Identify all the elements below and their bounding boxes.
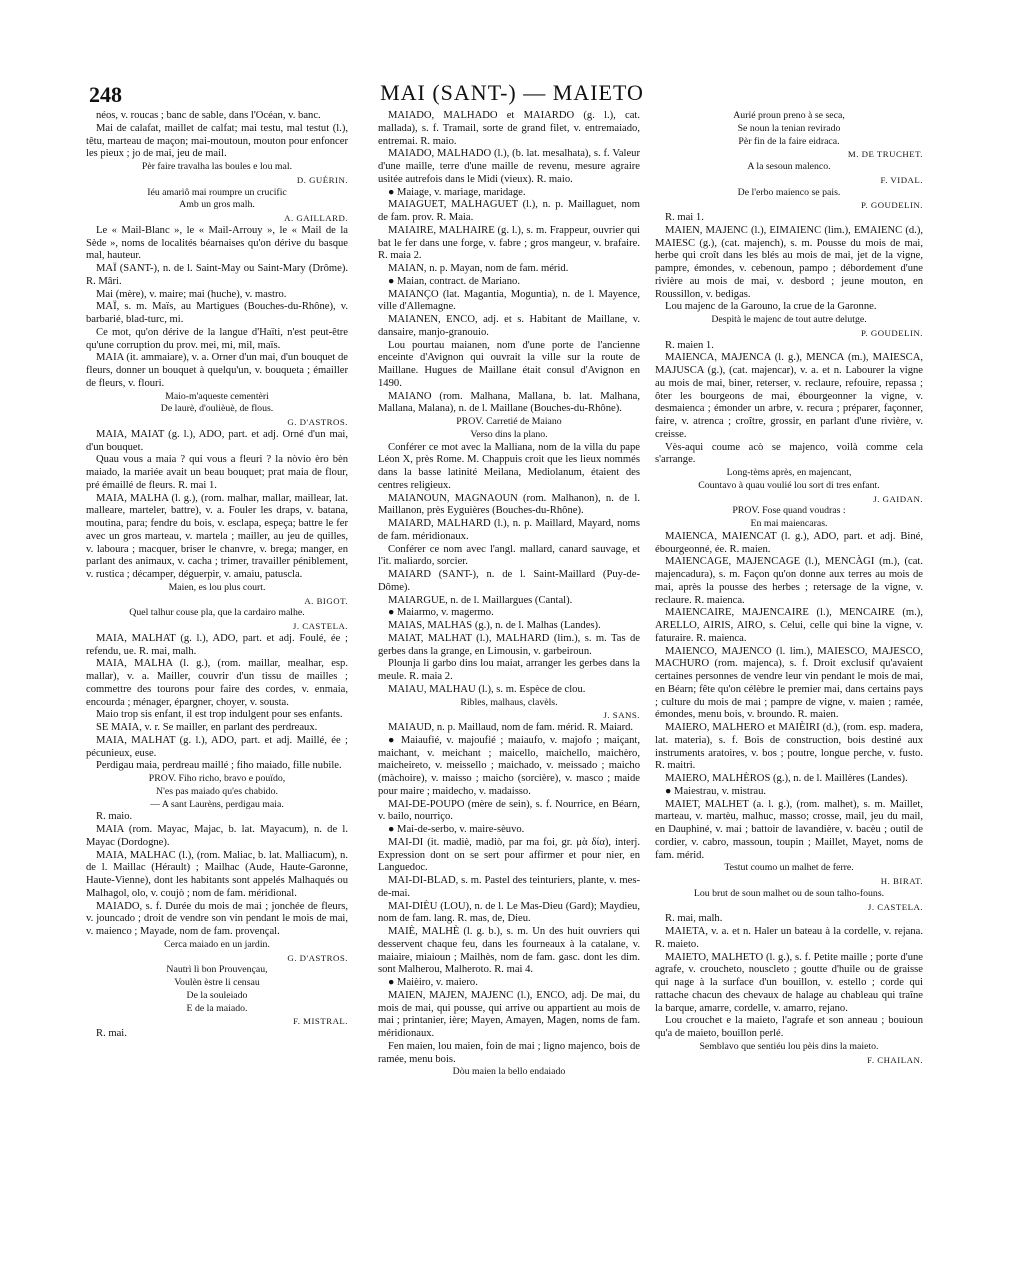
dictionary-entry: Perdigau maia, perdreau maillé ; fiho maiado, fille nubile. bbox=[96, 760, 342, 772]
quotation-line: A la sesoun malenco. bbox=[747, 161, 831, 172]
dictionary-entry: ● Maiaufié, v. majoufié ; maiaufo, v. majofo ; maiçant, maichant, v. meichant ; maicello, maichello, maichèro, maicheireto, v. meissello ; maichado, v. meissado ; maicho (màchoire), v. maisso ; maicho (sorcière), v. masco ; maide pour maire ; maidecho, v. madaisso. bbox=[378, 734, 640, 797]
citation-author: F. CHAILAN. bbox=[867, 1054, 923, 1065]
quotation-line: Long-tèms après, en majencant, bbox=[726, 467, 852, 478]
quotation-line: Lou brut de soun malhet ou de soun talho-founs. bbox=[693, 887, 885, 899]
dictionary-entry: R. mai 1. bbox=[665, 212, 704, 223]
dictionary-entry: MAIANÇO (lat. Magantia, Moguntia), n. de l. Mayence, ville d'Allemagne. bbox=[378, 288, 640, 313]
dictionary-entry: MAI-DE-POUPO (mère de sein), s. f. Nourrice, en Béarn, v. bailo, nourriço. bbox=[378, 798, 640, 823]
dictionary-entry: Conférer ce nom avec l'angl. mallard, canard sauvage, et l'it. maliardo, sorcier. bbox=[378, 543, 640, 568]
text-column-left bbox=[86, 110, 348, 1250]
dictionary-entry: MAIENCAGE, MAJENCAGE (l.), MENCÀGI (m.), (cat. majencadura), s. m. Façon qu'on donne aux terres au mois de mai, après la pousse des herbes ; retersage de la vigne, v. reclaure. R. maienca. bbox=[655, 556, 923, 606]
dictionary-entry: MAIA, MALHAC (l.), (rom. Maliac, b. lat. Malliacum), n. de l. Maillac (Hérault) ; Mailhac (Aude, Haute-Garonne, Haute-Vienne), dont les habitants sont appelés Malhaqués ou Malhagol, olo, v. coujò ; nom de fam. méridional. bbox=[86, 849, 348, 899]
dictionary-entry: MAIANOUN, MAGNAOUN (rom. Malhanon), n. de l. Maillanon, près Eyguières (Bouches-du-Rhône). bbox=[378, 492, 640, 517]
dictionary-entry: MAIADO, s. f. Durée du mois de mai ; jonchée de fleurs, v. jouncado ; droit de vendre son vin pendant le mois de mai, v. maienco ; Mayade, nom de fam. provençal. bbox=[86, 900, 348, 937]
dictionary-entry: MAIERO, MALHERO et MAIÈIRI (d.), (rom. esp. madera, lat. materia), s. f. Bois de construction, bois destiné aux instruments aratoires, v. bos ; poutre, longue perche, v. fusto. R. maitri. bbox=[655, 722, 923, 772]
quotation-line: Ribles, malhaus, clavèls. bbox=[460, 696, 558, 708]
dictionary-entry: ● Maiage, v. mariage, maridage. bbox=[388, 186, 526, 198]
dictionary-entry: MAIA, MAIAT (g. l.), ADO, part. et adj. Orné d'un mai, d'un bouquet. bbox=[86, 428, 348, 453]
dictionary-entry: MAIARGUE, n. de l. Maillargues (Cantal). bbox=[388, 594, 573, 606]
dictionary-entry: MAIA, MALHAT (g. l.), ADO, part. et adj. Maillé, ée ; pécunieux, euse. bbox=[86, 734, 348, 759]
quotation-line: Dòu maien la bello endaiado bbox=[452, 1066, 566, 1078]
quotation-line: Semblavo que sentiéu lou pèis dins la maieto. bbox=[699, 1040, 879, 1052]
dictionary-entry: Mai de calafat, maillet de calfat; mai testu, mal testut (l.), têtu, marteau de maçon; mai-moutoun, mouton pour enfoncer les pieux ; jo de mai, jeu de mail. bbox=[86, 122, 348, 160]
citation-author: P. GOUDELIN. bbox=[861, 327, 923, 338]
text-column-right bbox=[655, 110, 923, 1250]
quotation-line: PROV. Fose quand voudras : bbox=[732, 505, 846, 517]
dictionary-entry: R. mai, malh. bbox=[665, 913, 723, 925]
dictionary-entry: Fen maien, lou maien, foin de mai ; ligno majenco, bois de ramée, menu bois. bbox=[378, 1040, 640, 1065]
running-title: MAI (SANT-) — MAIETO bbox=[380, 80, 644, 105]
dictionary-entry: Maio trop sis enfant, il est trop indulgent pour ses enfants. bbox=[96, 709, 343, 721]
citation-author: P. GOUDELIN. bbox=[861, 200, 923, 211]
page-number: 248 bbox=[89, 82, 122, 107]
dictionary-entry: MAIENCA, MAJENCA (l. g.), MENCA (m.), MAIESCA, MAJUSCA (g.), (cat. majencar), v. a. et n. Labourer la vigne au mois de mai, biner, reterser, v. reclaure, refouire, repassa ; ôter les bourgeons de mai, ébourgeonner la vigne, v. desmaienca ; émonder un arbre, v. recura ; préparer, façonner, faire, v. atrenca ; croître, grossir, en parlant d'une rivière, v. creisse. bbox=[655, 352, 923, 440]
quotation-line: Cerca maiado en un jardin. bbox=[164, 938, 270, 950]
quotation-line: De laurè, d'oulièuè, de flous. bbox=[160, 403, 274, 415]
quotation-line: N'es pas maiado qu'es chabido. bbox=[156, 785, 278, 797]
quotation-line: Quel talhur couse pla, que la cardairo malhe. bbox=[129, 607, 305, 619]
dictionary-entry: MAIAIRE, MALHAIRE (g. l.), s. m. Frappeur, ouvrier qui bat le fer dans une forge, v. fabre ; gros mangeur, v. brafaire. R. maia 2. bbox=[378, 224, 640, 262]
quotation-line: — A sant Laurèns, perdigau maia. bbox=[150, 798, 284, 810]
quotation-line: Despità le majenc de tout autre delutge. bbox=[711, 314, 867, 325]
dictionary-entry: R. maien 1. bbox=[665, 339, 714, 351]
dictionary-entry: MAIENCAIRE, MAJENCAIRE (l.), MENCAIRE (m.), ARELLO, AIRIS, AIRO, s. Celui, celle qui bine la vigne, v. faturaire. R. maienca. bbox=[655, 607, 923, 644]
dictionary-entry: MAIENCO, MAJENCO (l. lim.), MAIESCO, MAJESCO, MACHURO (rom. majenca), s. f. Droit exclusif qu'avaient certaines personnes de vendre leur vin pendant le mois de mai, en Béarn; fête qu'on célèbre le premier mai, dans certains pays ; culture du mois de mai ; pampre de vigne, v. maien ; ramée, émondes, menu bois, v. broundo. R. maien. bbox=[655, 645, 923, 721]
quotation-line: De l'erbo maienco se pais. bbox=[737, 186, 841, 198]
dictionary-entry: MAIARD (SANT-), n. de l. Saint-Maillard (Puy-de-Dôme). bbox=[378, 569, 640, 593]
citation-author: A. GAILLARD. bbox=[284, 213, 348, 223]
dictionary-entry: MAIANO (rom. Malhana, Mallana, b. lat. Malhana, Mallana, Malana), n. de l. Maillane (Bouches-du-Rhône). bbox=[378, 390, 640, 415]
dictionary-entry: R. mai. bbox=[96, 1028, 127, 1039]
quotation-line: Maio-m'aqueste cementèri bbox=[165, 390, 269, 402]
dictionary-entry: ● Maian, contract. de Mariano. bbox=[388, 275, 521, 287]
dictionary-entry: MAIAT, MALHAT (l.), MALHARD (lim.), s. m. Tas de gerbes dans la grange, en Limousin, v. garbeiroun. bbox=[378, 632, 640, 657]
quotation-line: Iéu amariô mai roumpre un crucific bbox=[147, 186, 287, 198]
quotation-line: Pèr faire travalha las boules e lou mal. bbox=[141, 161, 293, 172]
dictionary-entry: néos, v. roucas ; banc de sable, dans l'Océan, v. banc. bbox=[96, 110, 321, 121]
quotation-line: Aurié proun preno à se seca, bbox=[733, 110, 845, 121]
dictionary-entry: MAI-DI (it. madiè, madiò, par ma foi, gr. μὰ δία), interj. Expression dont on se sert pour affirmer et pour nier, en Languedoc. bbox=[378, 836, 640, 874]
dictionary-entry: MAIEN, MAJENC (l.), EIMAIENC (lim.), EMAIENC (d.), MAIESC (g.), (cat. majench), s. m. Pousse du mois de mai, herbe qui croît dans les blés au mois de mai, jet de la vigne, pampre, émondes, v. cebenoun, pampo ; débordement d'une rivière au mois de mai, v. desbord ; jeune mouton, en Roussillon, v. bedigas. bbox=[655, 224, 923, 300]
dictionary-entry: MAI-DI-BLAD, s. m. Pastel des teinturiers, plante, v. mes-de-mai. bbox=[378, 875, 640, 899]
dictionary-entry: ● Maiarmo, v. magermo. bbox=[388, 607, 494, 619]
quotation-line: De la souleiado bbox=[186, 989, 248, 1001]
text-column-middle bbox=[378, 110, 640, 1250]
dictionary-entry: ● Maiestrau, v. mistrau. bbox=[665, 785, 767, 797]
dictionary-entry: Quau vous a maia ? qui vous a fleuri ? la nòvio èro bèn maiado, la mariée avait un beau bouquet; prat maia de flour, pré émaillé de fleurs. R. mai 1. bbox=[86, 454, 348, 491]
dictionary-entry: MAIAN, n. p. Mayan, nom de fam. mérid. bbox=[388, 263, 569, 274]
dictionary-entry: MAIAU, MALHAU (l.), s. m. Espèce de clou. bbox=[388, 683, 586, 695]
dictionary-entry: MAIADO, MALHADO (l.), (b. lat. mesalhata), s. f. Valeur d'une maille, terre d'une maille de revenu, mesure agraire usitée autrefois dans le Midi (vieux). R. maio. bbox=[378, 148, 640, 185]
dictionary-entry: MAIENCA, MAIENCAT (l. g.), ADO, part. et adj. Biné, ébourgeonné, ée. R. maien. bbox=[655, 530, 923, 555]
citation-author: G. D'ASTROS. bbox=[287, 417, 348, 427]
dictionary-entry: MAIEN, MAJEN, MAJENC (l.), ENCO, adj. De mai, du mois de mai, qui pousse, qui arrive ou appartient au mois de mai ; printanier, ière; Mayen, Amayen, Magen, noms de fam. méridionaux. bbox=[378, 989, 640, 1039]
citation-author: J. CASTELA. bbox=[292, 621, 348, 631]
dictionary-entry: MAIAGUET, MALHAGUET (l.), n. p. Maillaguet, nom de fam. prov. R. Maia. bbox=[378, 199, 640, 223]
dictionary-entry: MAIETA, v. a. et n. Haler un bateau à la cordelle, v. rejana. R. maieto. bbox=[655, 926, 923, 950]
dictionary-entry: ● Maièiro, v. maiero. bbox=[388, 977, 478, 988]
dictionary-entry: Ce mot, qu'on dérive de la langue d'Haïti, n'est peut-être qu'une corruption du prov. mei, mi, mil, maïs. bbox=[86, 326, 348, 351]
dictionary-entry: MAIA (rom. Mayac, Majac, b. lat. Mayacum), n. de l. Mayac (Dordogne). bbox=[86, 824, 348, 848]
dictionary-entry: MAIA (it. ammaiare), v. a. Orner d'un mai, d'un bouquet de fleurs, donner un bouquet à quelqu'un, v. bouqueta ; émailler de fleurs, v. flouri. bbox=[86, 352, 348, 389]
dictionary-entry: MAI-DIÈU (LOU), n. de l. Le Mas-Dieu (Gard); Maydieu, nom de fam. lang. R. mas, de, Dieu. bbox=[378, 900, 640, 925]
citation-author: H. BIRAT. bbox=[880, 876, 923, 886]
quotation-line: Verso dins la plano. bbox=[470, 428, 548, 440]
quotation-line: Countavo à quau voulié lou sort di tres enfant. bbox=[698, 479, 880, 491]
citation-author: J. CASTELA. bbox=[867, 901, 923, 912]
dictionary-entry: ● Mai-de-serbo, v. maire-sèuvo. bbox=[388, 824, 525, 835]
citation-author: G. D'ASTROS. bbox=[287, 952, 348, 963]
citation-author: F. MISTRAL. bbox=[293, 1016, 348, 1027]
dictionary-entry: Vès-aqui coume acò se majenco, voilà comme cela s'arrange. bbox=[655, 441, 923, 466]
dictionary-entry: MAIAUD, n. p. Maillaud, nom de fam. mérid. R. Maiard. bbox=[388, 722, 634, 733]
citation-author: D. GUÉRIN. bbox=[296, 174, 348, 185]
quotation-line: Amb un gros malh. bbox=[179, 199, 255, 211]
dictionary-entry: Lou crouchet e la maieto, l'agrafe et son anneau ; bouioun qu'a de maieto, bouillon perlé. bbox=[655, 1015, 923, 1039]
dictionary-entry: R. maio. bbox=[96, 811, 133, 823]
citation-author: F. VIDAL. bbox=[880, 174, 923, 185]
quotation-line: Testut coumo un malhet de ferre. bbox=[724, 862, 854, 874]
quotation-line: Nautrì lì bon Prouvençau, bbox=[166, 964, 268, 976]
citation-author: A. BIGOT. bbox=[304, 595, 348, 606]
quotation-line: Maien, es lou plus court. bbox=[168, 581, 266, 593]
dictionary-entry: MAIANEN, ENCO, adj. et s. Habitant de Maillane, v. dansaire, manjo-granouio. bbox=[378, 314, 640, 338]
quotation-line: PROV. Carretié de Maiano bbox=[456, 416, 562, 427]
dictionary-entry: MAIA, MALHA (l. g.), (rom. malhar, mallar, maillear, lat. malleare, marteler, battre), v. a. Fouler les draps, v. batana, moutina, para; fendre du bois, v. esclapa, espeça; battre le fer avec un gros marteau, v. martela ; mailler, au jeu de quilles, v. laboura ; macquer, briser le chanvre, v. brega; manger, en parlant des animaux, v. cacha ; trimer, travailler péniblement, v. rustica ; décamper, déguerpir, v. amaiu, patuscla. bbox=[86, 492, 348, 580]
dictionary-entry: Conférer ce mot avec la Malliana, nom de la villa du pape Léon X, près Rome. M. Chappuis croit que les lieux nommés dans la basse latinité Meilana, Mediolanum, étaient des centres religieux. bbox=[378, 441, 640, 491]
page-header bbox=[84, 80, 940, 110]
dictionary-entry: MAÏ (SANT-), n. de l. Saint-May ou Saint-Mary (Drôme). R. Mâri. bbox=[86, 263, 348, 287]
dictionary-entry: Plounja li garbo dins lou maiat, arranger les gerbes dans la meule. R. maia 2. bbox=[378, 658, 640, 682]
quotation-line: Se noun la tenian revirado bbox=[737, 122, 841, 134]
dictionary-entry: Mai (mère), v. maire; mai (huche), v. mastro. bbox=[96, 288, 287, 300]
dictionary-entry: MAIETO, MALHETO (l. g.), s. f. Petite maille ; porte d'une agrafe, v. croucheto, nouscleto ; goutte d'huile ou de graisse qui nage à la surface d'un bouillon, v. estello ; corde qui rattache chacun des chevaux de halage au chableau qui traîne la barque, amarre, cordelle, v. amarro, rejano. bbox=[655, 951, 923, 1014]
dictionary-entry: Le « Mail-Blanc », le « Mail-Arrouy », le « Mail de la Sède », noms de localités béarnaises qu'on dérive du basque mal, hauteur. bbox=[86, 224, 348, 262]
dictionary-entry: Lou majenc de la Garouno, la crue de la Garonne. bbox=[665, 301, 877, 313]
quotation-line: E de la maiado. bbox=[186, 1002, 248, 1014]
dictionary-entry: MAIET, MALHET (a. l. g.), (rom. malhet), s. m. Maillet, marteau, v. martèu, malhuc, masso; crosse, mail, jeu du mail, en Dauphiné, v. mai ; battoir de lavandière, v. bacèu ; outil de cordier, v. cabro, massoun, toupin ; Maillet, Mayet, noms de fam. mérid. bbox=[655, 798, 923, 861]
dictionary-entry: MAIARD, MALHARD (l.), n. p. Maillard, Mayard, noms de fam. méridionaux. bbox=[378, 518, 640, 542]
quotation-line: Pèr fin de la faire eidraca. bbox=[738, 135, 840, 147]
dictionary-entry: MAIERO, MALHÈROS (g.), n. de l. Maillères (Landes). bbox=[665, 773, 908, 784]
citation-author: M. DE TRUCHET. bbox=[847, 149, 923, 160]
dictionary-entry: MAÏ, s. m. Maïs, au Martigues (Bouches-du-Rhône), v. barbarié, blad-turc, mi. bbox=[86, 301, 348, 325]
dictionary-entry: MAIA, MALHA (l. g.), (rom. maillar, mealhar, esp. mallar), v. a. Mailler, couvrir d'un tissu de mailles ; commettre des tourons pour faire des cordes, v. enmaia, encourda ; ménager, épargner, choyer, v. sousta. bbox=[86, 658, 348, 708]
dictionary-entry: MAIAS, MALHAS (g.), n. de l. Malhas (Landes). bbox=[388, 620, 601, 631]
quotation-line: Voulèn èstre li censau bbox=[174, 977, 260, 988]
dictionary-entry: MAIADO, MALHADO et MAIARDO (g. l.), cat. mallada), s. f. Tramail, sorte de grand filet, v. entremaiado, entremai. R. maio. bbox=[378, 110, 640, 147]
dictionary-entry: SE MAIA, v. r. Se mailler, en parlant des perdreaux. bbox=[96, 722, 318, 733]
citation-author: J. SANS. bbox=[603, 710, 640, 721]
dictionary-entry: Lou pourtau maianen, nom d'une porte de l'ancienne enceinte d'Avignon qui ouvrait la ville sur la route de Maillane. Hugues de Maillane était consul d'Avignon en 1490. bbox=[378, 339, 640, 389]
quotation-line: En mai maiencaras. bbox=[750, 518, 828, 529]
dictionary-entry: MAIÈ, MALHÈ (l. g. b.), s. m. Un des huit ouvriers qui desservent chaque feu, dans les fourneaux à la catalane, v. maiaire, miaioun ; Mailhès, nom de fam. gasc. dont les dim. sont Malherou, Malheroto. R. mai 4. bbox=[378, 926, 640, 976]
citation-author: J. GAIDAN. bbox=[873, 493, 923, 504]
quotation-line: PROV. Fiho richo, bravo e pouïdo, bbox=[148, 773, 286, 784]
dictionary-entry: MAIA, MALHAT (g. l.), ADO, part. et adj. Foulé, ée ; refendu, ue. R. mai, malh. bbox=[86, 632, 348, 657]
